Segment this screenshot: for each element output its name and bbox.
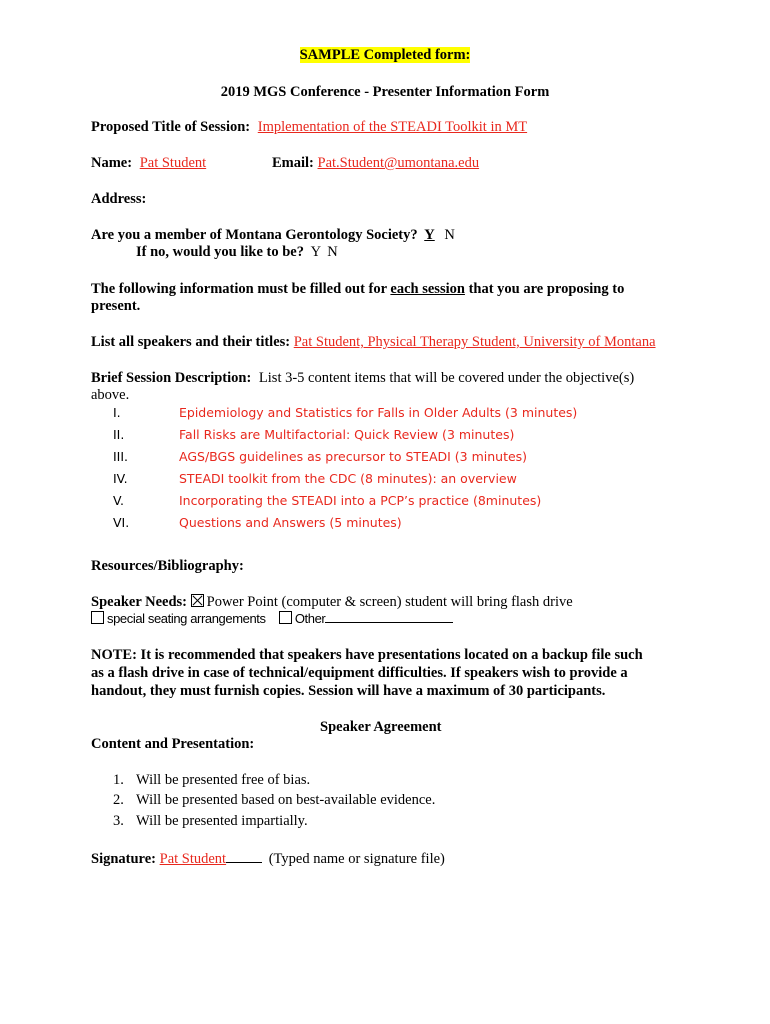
instructions-part1: The following information must be filled out for: [91, 281, 391, 297]
membership-question: Are you a member of Montana Gerontology Society?: [91, 227, 418, 243]
sample-heading: [0, 47, 770, 64]
followup-no[interactable]: N: [327, 244, 338, 260]
item-numeral: IV.: [113, 471, 128, 486]
speaker-needs-row-2: [91, 611, 453, 626]
session-title-label: Proposed Title of Session:: [91, 119, 251, 135]
list-item: [113, 405, 577, 420]
membership-followup-row: [136, 244, 338, 261]
agreement-text: Will be presented based on best-available evidence.: [136, 792, 436, 808]
item-numeral: V.: [113, 493, 124, 508]
agreement-subtitle: Content and Presentation:: [91, 736, 255, 752]
item-numeral: VI.: [113, 515, 130, 530]
other-checkbox[interactable]: [279, 611, 292, 624]
agreement-number: 3.: [113, 813, 124, 829]
agreement-text: Will be presented free of bias.: [136, 772, 311, 788]
name-label: Name:: [91, 155, 133, 171]
power-point-label: Power Point (computer & screen) student will bring flash drive: [206, 594, 573, 610]
resources-label: Resources/Bibliography:: [91, 558, 244, 574]
item-text[interactable]: Incorporating the STEADI into a PCP’s practice (8minutes): [179, 493, 542, 508]
instructions-emphasis: each session: [390, 281, 465, 297]
item-text[interactable]: Questions and Answers (5 minutes): [179, 515, 402, 530]
item-text[interactable]: Fall Risks are Multifactorial: Quick Review (3 minutes): [179, 427, 515, 442]
session-title-row: [91, 119, 527, 136]
description-text: List 3-5 content items that will be covered under the objective(s): [258, 370, 635, 386]
note-line1: NOTE: It is recommended that speakers have presentations located on a backup file such: [91, 647, 643, 663]
list-item: [113, 792, 435, 809]
item-numeral: III.: [113, 449, 129, 464]
note-line2: as a flash drive in case of technical/equipment difficulties. If speakers wish to provide a: [91, 665, 628, 681]
speakers-label: List all speakers and their titles:: [91, 334, 291, 350]
membership-no[interactable]: N: [444, 227, 455, 243]
item-numeral: I.: [113, 405, 121, 420]
list-item: [113, 493, 541, 508]
item-text[interactable]: STEADI toolkit from the CDC (8 minutes): an overview: [179, 471, 517, 486]
membership-row: [91, 227, 455, 244]
power-point-checkbox[interactable]: [191, 594, 204, 607]
note-line3: handout, they must furnish copies. Session will have a maximum of 30 participants.: [91, 683, 606, 699]
speaker-needs-label: Speaker Needs:: [91, 594, 187, 610]
email-value[interactable]: Pat.Student@umontana.edu: [317, 155, 480, 171]
special-seating-checkbox[interactable]: [91, 611, 104, 624]
agreement-number: 2.: [113, 792, 124, 808]
item-text[interactable]: Epidemiology and Statistics for Falls in Older Adults (3 minutes): [179, 405, 578, 420]
special-seating-label: special seating arrangements: [107, 611, 266, 626]
sample-label: SAMPLE Completed form:: [299, 47, 471, 63]
signature-label: Signature:: [91, 851, 156, 867]
speaker-needs-row: [91, 594, 573, 611]
list-item: [113, 449, 527, 464]
email-label: Email:: [272, 155, 314, 171]
list-item: [113, 515, 402, 530]
followup-yes[interactable]: Y: [310, 244, 321, 260]
name-row: [91, 155, 206, 172]
name-value[interactable]: Pat Student: [139, 155, 207, 171]
list-item: [113, 427, 514, 442]
other-label: Other: [294, 611, 326, 626]
speakers-row: [91, 334, 656, 351]
instructions-line1: [91, 281, 624, 298]
signature-row: [91, 851, 445, 868]
list-item: [113, 813, 308, 830]
signature-hint: (Typed name or signature file): [268, 851, 445, 867]
address-label: Address:: [91, 191, 147, 207]
instructions-line2: present.: [91, 298, 141, 314]
list-item: [113, 471, 517, 486]
session-title-value[interactable]: Implementation of the STEADI Toolkit in MT: [257, 119, 528, 135]
agreement-number: 1.: [113, 772, 124, 788]
item-numeral: II.: [113, 427, 125, 442]
membership-followup: If no, would you like to be?: [136, 244, 304, 260]
speakers-value[interactable]: Pat Student, Physical Therapy Student, University of Montana: [293, 334, 656, 350]
membership-yes[interactable]: Y: [424, 227, 435, 243]
instructions-part2: that you are proposing to: [464, 281, 625, 297]
signature-blank-line: [226, 862, 262, 863]
form-title: 2019 MGS Conference - Presenter Information Form: [220, 84, 550, 100]
description-text-line2: above.: [91, 387, 130, 403]
agreement-title: Speaker Agreement: [320, 719, 442, 735]
email-row: [272, 155, 479, 172]
item-text[interactable]: AGS/BGS guidelines as precursor to STEADI (3 minutes): [179, 449, 528, 464]
list-item: [113, 772, 310, 789]
agreement-text: Will be presented impartially.: [136, 813, 308, 829]
signature-value[interactable]: Pat Student: [159, 851, 227, 867]
description-label: Brief Session Description:: [91, 370, 252, 386]
other-blank-line[interactable]: [325, 622, 453, 623]
description-row: [91, 370, 634, 387]
